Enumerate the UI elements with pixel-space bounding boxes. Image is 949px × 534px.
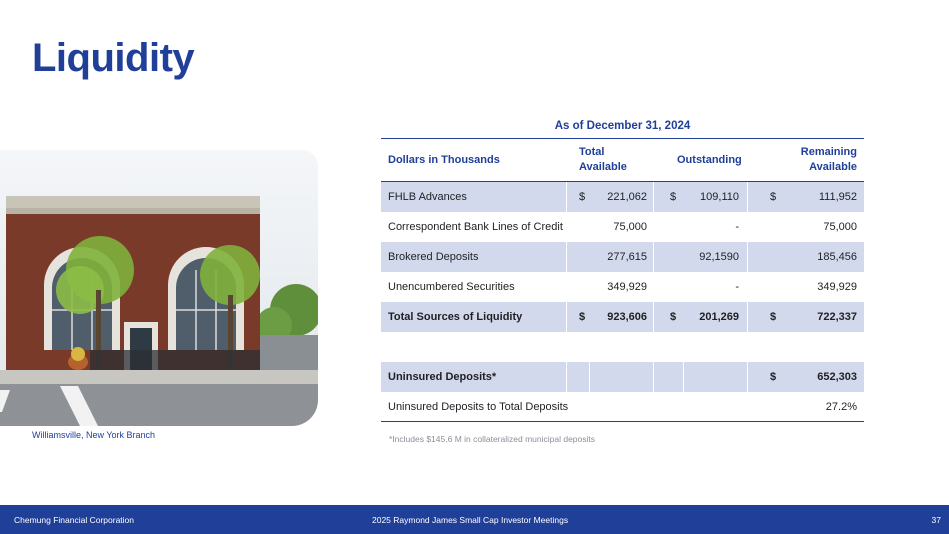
header-dollars-in-thousands: Dollars in Thousands [388, 153, 500, 166]
footer-company: Chemung Financial Corporation [14, 515, 135, 525]
row-label: FHLB Advances [388, 191, 467, 203]
currency-symbol: $ [770, 311, 777, 323]
outstanding-value: 92,1590 [699, 251, 739, 263]
page-title: Liquidity [32, 36, 195, 80]
footer-page-number: 37 [931, 515, 941, 525]
table-row [381, 212, 864, 242]
photo-caption: Williamsville, New York Branch [32, 430, 156, 440]
row-label: Uninsured Deposits to Total Deposits [388, 400, 569, 413]
header-remaining-available [781, 139, 857, 181]
header-remaining-line2: Available [809, 161, 857, 173]
header-total-line1: Total [579, 146, 605, 158]
remaining-available-value: 185,456 [817, 251, 857, 263]
header-outstanding: Outstanding [677, 153, 742, 166]
row-label: Brokered Deposits [388, 251, 479, 263]
currency-symbol: $ [670, 311, 677, 323]
currency-symbol: $ [579, 191, 586, 203]
footnote: *Includes $145.6 M in collateralized municipal deposits [389, 434, 596, 444]
outstanding-value: 201,269 [699, 311, 739, 323]
currency-symbol: $ [770, 371, 777, 383]
table-row [381, 242, 864, 272]
currency-symbol: $ [579, 311, 586, 323]
remaining-available-value: 722,337 [817, 311, 857, 323]
table-row-ratio [381, 392, 864, 422]
header-remaining-line1: Remaining [800, 146, 857, 158]
total-available-value: 221,062 [607, 191, 647, 203]
liquidity-table [381, 138, 864, 422]
ratio-value: 27.2% [825, 400, 857, 413]
outstanding-value: - [735, 281, 739, 293]
remaining-available-value: 75,000 [823, 221, 857, 233]
remaining-available-value: 111,952 [818, 191, 857, 203]
row-label: Unencumbered Securities [388, 281, 515, 293]
total-available-value: 277,615 [607, 251, 647, 263]
remaining-available-value: 349,929 [817, 281, 857, 293]
total-available-value: 75,000 [613, 221, 647, 233]
header-total-available [579, 139, 627, 181]
remaining-available-value: 652,303 [817, 371, 857, 383]
currency-symbol: $ [670, 191, 677, 203]
total-available-value: 349,929 [607, 281, 647, 293]
footer-event: 2025 Raymond James Small Cap Investor Meetings [372, 515, 569, 525]
table-row [381, 182, 864, 212]
total-available-value: 923,606 [607, 311, 647, 323]
table-spacer-row [381, 332, 864, 362]
footer-bar [0, 505, 949, 534]
outstanding-value: - [735, 221, 739, 233]
row-label: Total Sources of Liquidity [388, 311, 523, 323]
branch-photo [0, 150, 318, 426]
table-row-total [381, 302, 864, 332]
row-label: Uninsured Deposits* [388, 371, 497, 383]
header-total-line2: Available [579, 161, 627, 173]
row-label: Correspondent Bank Lines of Credit [388, 221, 563, 233]
table-row [381, 272, 864, 302]
outstanding-value: 109,110 [700, 191, 739, 203]
table-header-row [381, 139, 864, 182]
table-as-of-date: As of December 31, 2024 [554, 120, 691, 132]
currency-symbol: $ [770, 191, 777, 203]
branch-building-image [0, 150, 318, 426]
table-row-uninsured [381, 362, 864, 392]
